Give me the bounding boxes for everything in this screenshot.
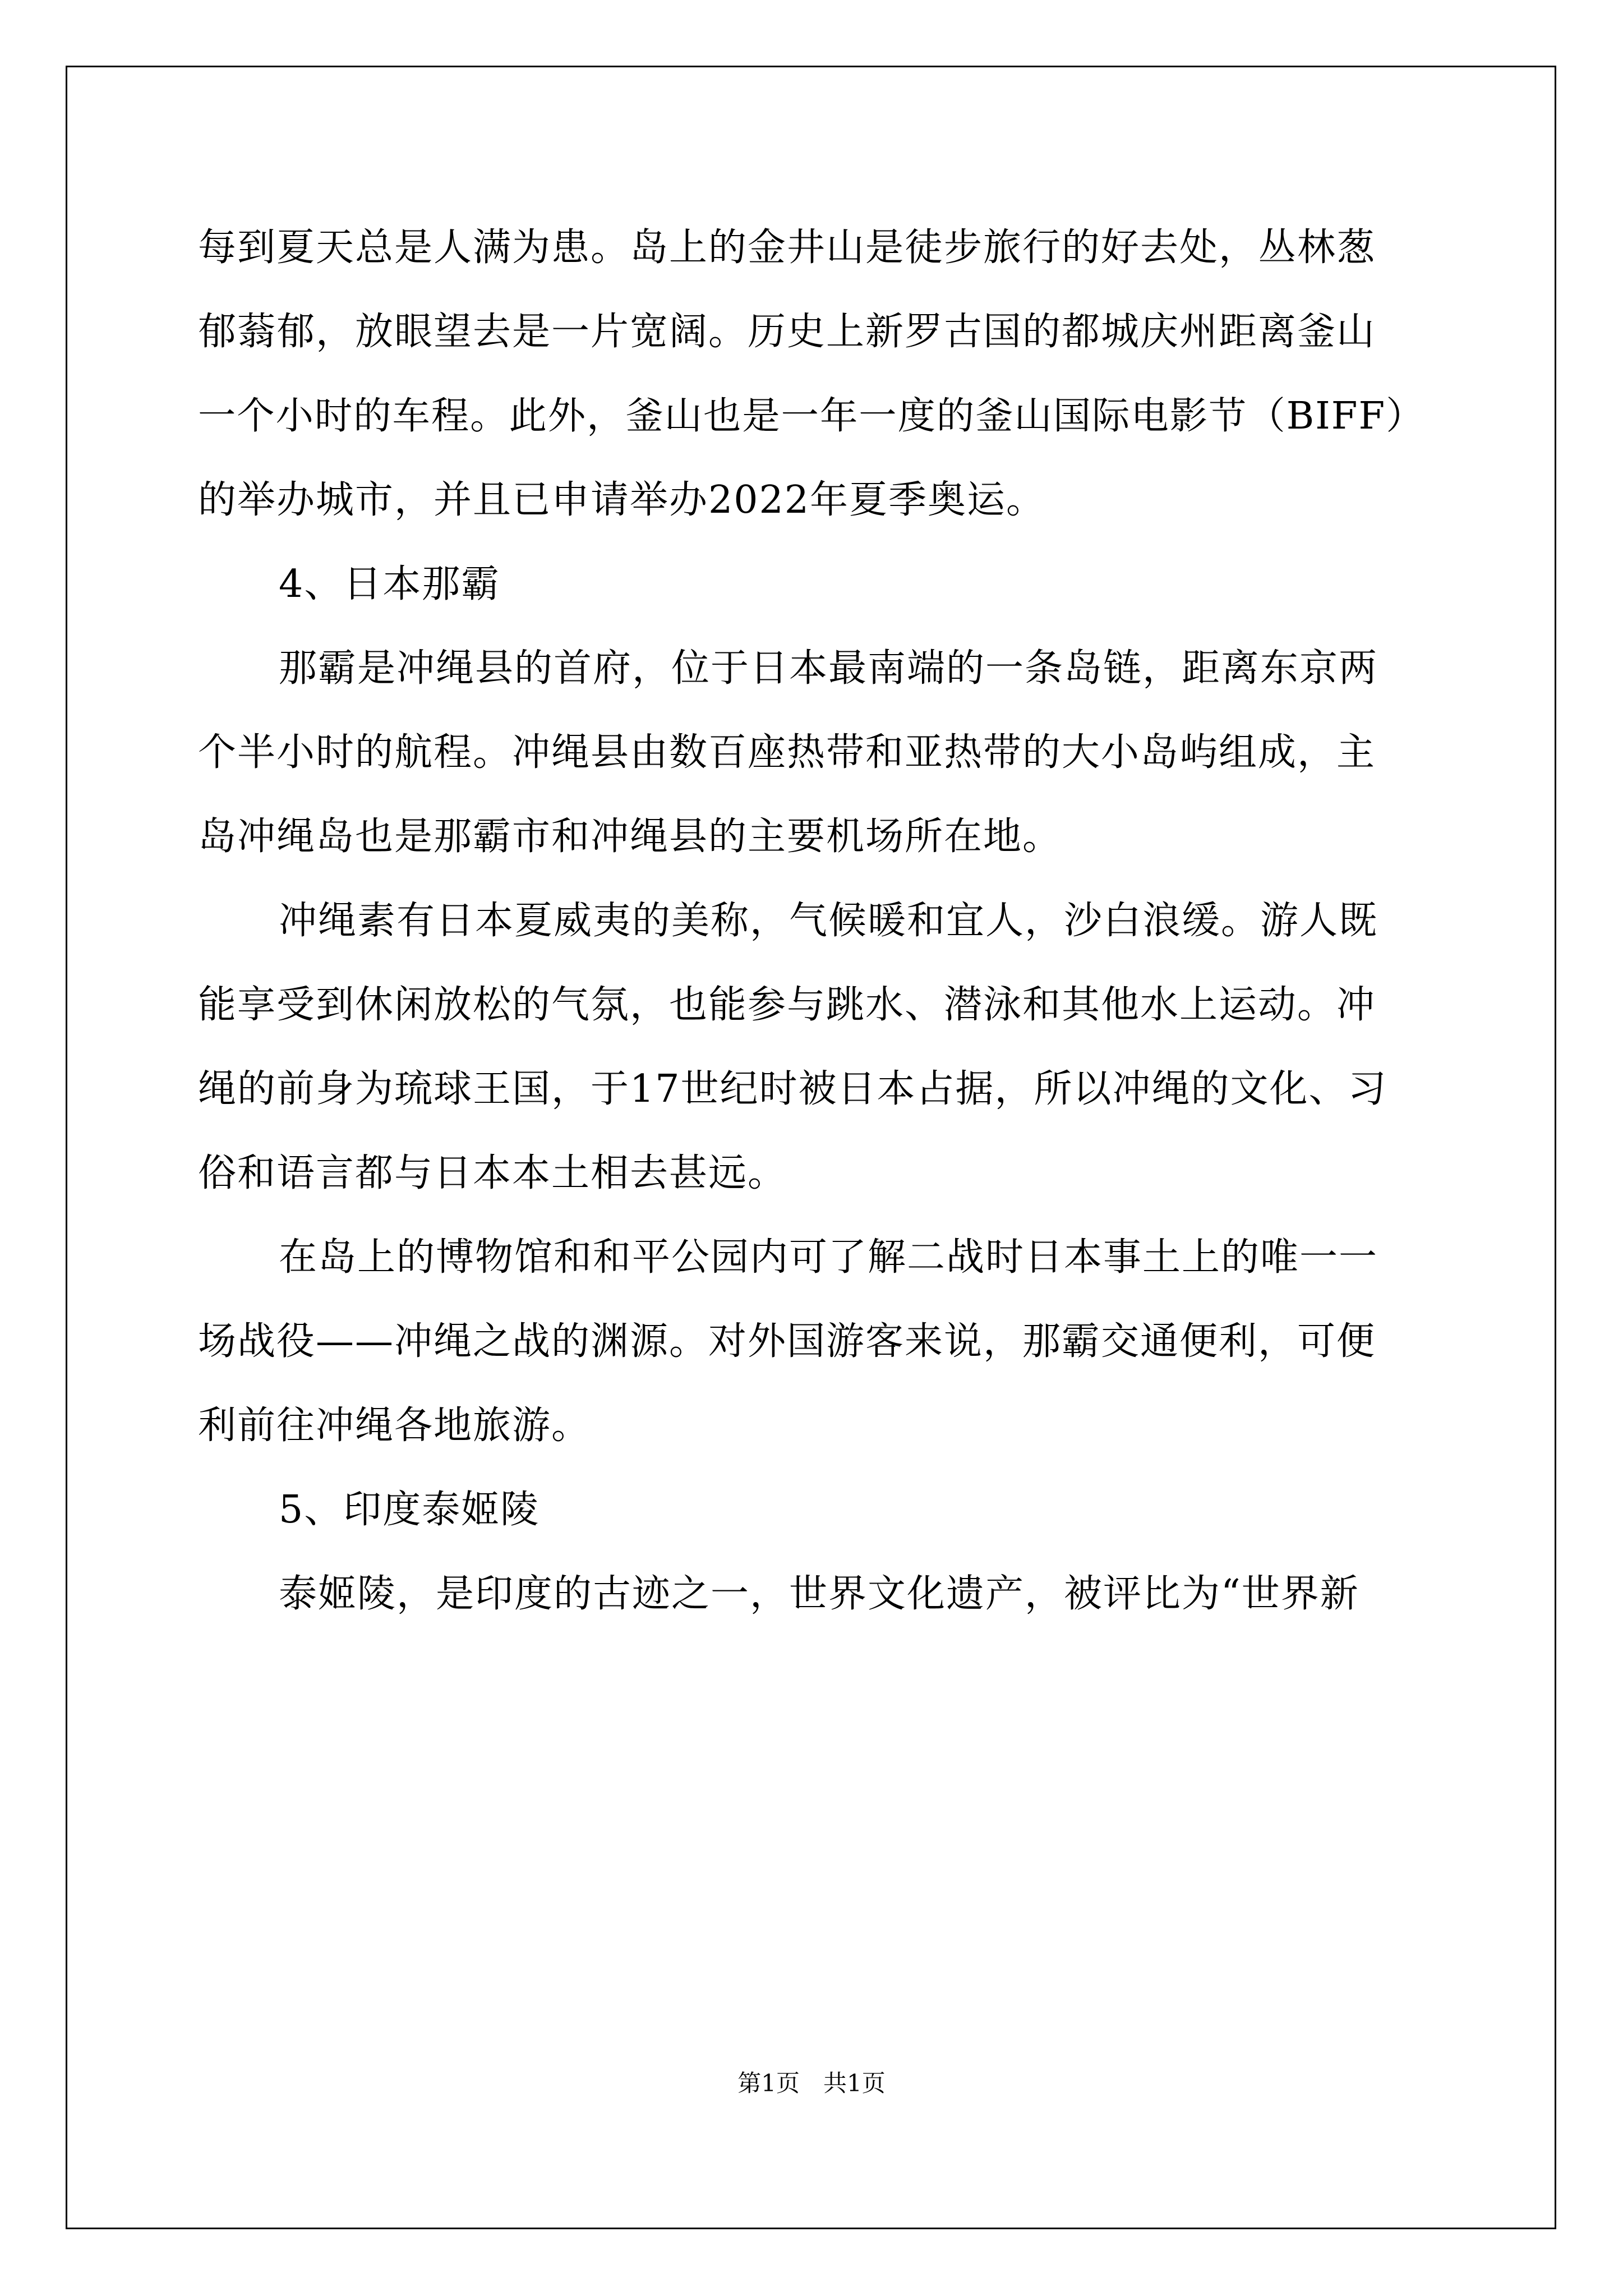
body-line: 泰姬陵，是印度的古迹之一，世界文化遗产，被评比为“世界新 (279, 1572, 1359, 1616)
page-number: 第1页 共1页 (737, 2069, 886, 2097)
section-heading: 5、印度泰姬陵 (279, 1488, 540, 1532)
section-heading: 4、日本那霸 (279, 562, 501, 606)
body-line: 冲绳素有日本夏威夷的美称，气候暖和宜人，沙白浪缓。游人既 (279, 899, 1378, 943)
body-line: 在岛上的博物馆和和平公园内可了解二战时日本事土上的唯一一 (279, 1235, 1378, 1280)
body-line: 利前往冲绳各地旅游。 (198, 1404, 591, 1448)
page-border (66, 66, 1556, 2229)
body-line: 那霸是冲绳县的首府，位于日本最南端的一条岛链，距离东京两 (279, 646, 1378, 691)
body-line: 能享受到休闲放松的气氛，也能参与跳水、潜泳和其他水上运动。冲 (198, 983, 1376, 1027)
body-line: 郁蓊郁，放眼望去是一片宽阔。历史上新罗古国的都城庆州距离釜山 (198, 310, 1376, 354)
body-line: 每到夏天总是人满为患。岛上的金井山是徒步旅行的好去处，丛林葱 (198, 226, 1376, 270)
body-line: 绳的前身为琉球王国，于17世纪时被日本占据，所以冲绳的文化、习 (198, 1067, 1387, 1111)
body-line: 一个小时的车程。此外，釜山也是一年一度的釜山国际电影节（BIFF） (198, 394, 1425, 438)
body-line: 的举办城市，并且已申请举办2022年夏季奥运。 (198, 478, 1046, 522)
body-line: 岛冲绳岛也是那霸市和冲绳县的主要机场所在地。 (198, 815, 1062, 859)
body-line: 场战役——冲绳之战的渊源。对外国游客来说，那霸交通便利，可便 (198, 1319, 1376, 1364)
body-line: 个半小时的航程。冲绳县由数百座热带和亚热带的大小岛屿组成，主 (198, 730, 1376, 775)
body-line: 俗和语言都与日本本土相去甚远。 (198, 1151, 787, 1195)
